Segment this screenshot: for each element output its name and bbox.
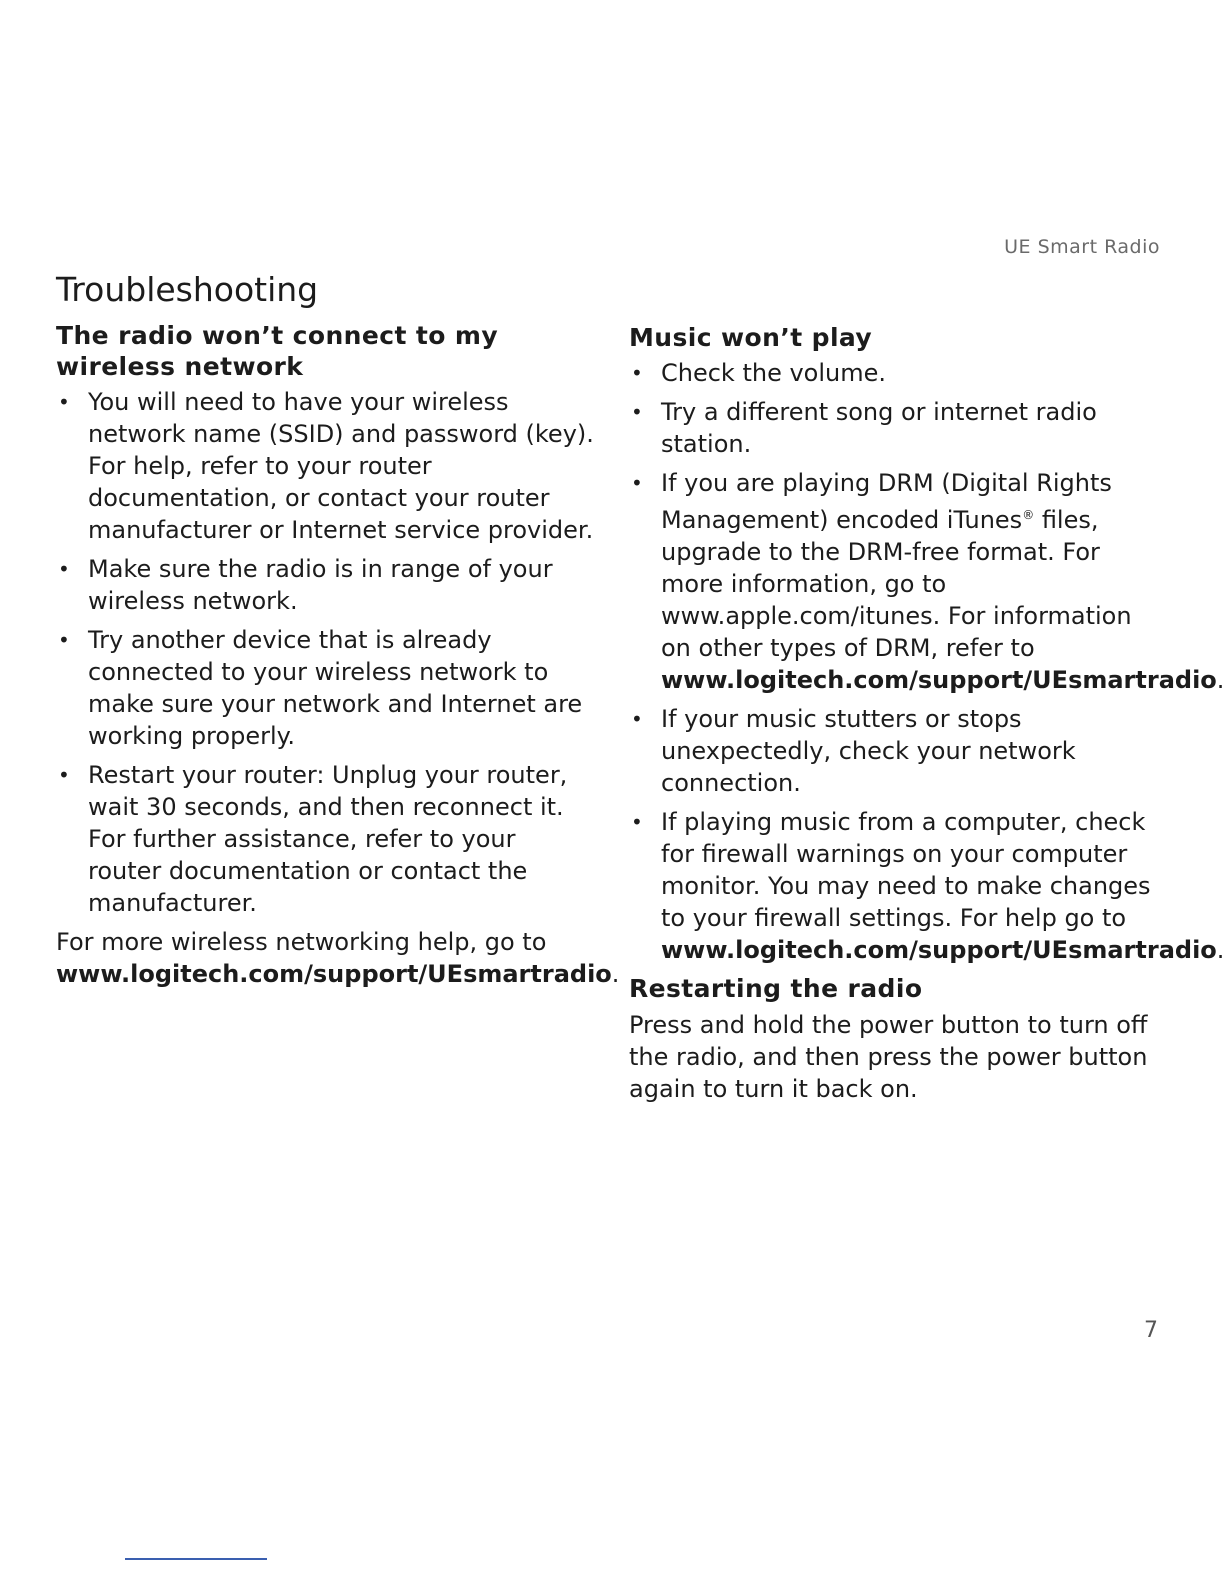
bullet-icon: • — [58, 763, 70, 788]
page-title: Troubleshooting — [56, 270, 319, 309]
bullet-icon: • — [631, 400, 643, 425]
list-item-text: Try a different song or internet radio station. — [661, 398, 1097, 459]
drm-support-link[interactable]: www.logitech.com/support/UEsmartradio — [661, 666, 1217, 695]
list-item-text — [661, 808, 1224, 964]
restart-paragraph: Press and hold the power button to turn off the radio, and then press the power button again to turn it back on. — [629, 1010, 1148, 1103]
period: . — [1216, 666, 1224, 695]
firewall-text: If playing music from a computer, check for firewall warnings on your computer monitor. You may need to make changes to your firewall settings. For help go to — [661, 808, 1151, 933]
wireless-bullet-list — [56, 386, 596, 919]
list-item — [629, 396, 1164, 460]
bullet-icon: • — [58, 557, 70, 582]
restart-heading: Restarting the radio — [629, 974, 923, 1004]
list-item-text: Restart your router: Unplug your router, wait 30 seconds, and then reconnect it. For further assistance, refer to your router documentation or contact the manufacturer. — [88, 761, 568, 918]
bullet-icon: • — [58, 628, 70, 653]
list-item-text: You will need to have your wireless network name (SSID) and password (key). For help, refer to your router documentation, or contact your router manufacturer or Internet service provider. — [88, 388, 594, 545]
support-link[interactable]: www.logitech.com/support/UEsmartradio — [56, 960, 612, 989]
bullet-icon: • — [631, 810, 643, 835]
page-number: 7 — [1144, 1318, 1158, 1343]
registered-mark: ® — [1022, 508, 1035, 523]
list-item-text — [661, 469, 1224, 694]
footer-divider — [125, 1558, 267, 1560]
list-item — [629, 703, 1164, 799]
list-item-text: Try another device that is already connected to your wireless network to make sure your network and Internet are working properly. — [88, 626, 583, 751]
firewall-support-link[interactable]: www.logitech.com/support/UEsmartradio — [661, 936, 1217, 965]
music-bullet-list — [629, 357, 1224, 966]
product-name: UE Smart Radio — [1004, 236, 1160, 258]
list-item — [56, 759, 596, 919]
more-help-text: For more wireless networking help, go to — [56, 928, 547, 957]
period: . — [611, 960, 620, 989]
list-item — [56, 553, 596, 617]
bullet-icon: • — [631, 361, 643, 386]
period: . — [1216, 936, 1224, 965]
list-item — [629, 806, 1224, 966]
list-item-text: Make sure the radio is in range of your wireless network. — [88, 555, 553, 616]
list-item — [56, 386, 596, 546]
bullet-icon: • — [631, 471, 643, 496]
list-item-text: If your music stutters or stops unexpectedly, check your network connection. — [661, 705, 1076, 798]
left-column — [56, 270, 620, 990]
drm-text: If you are playing DRM (Digital Rights Management) encoded iTunes — [661, 469, 1112, 535]
right-column — [629, 322, 1224, 1105]
list-item — [56, 624, 596, 752]
drm-text-cont: files, upgrade to the DRM-free format. For more information, go to www.apple.com/itunes. For information on other types of DRM, refer to — [661, 506, 1132, 663]
more-help-paragraph — [56, 926, 620, 990]
list-item — [629, 467, 1224, 696]
list-item-text: Check the volume. — [661, 359, 887, 388]
bullet-icon: • — [58, 390, 70, 415]
wireless-heading: The radio won’t connect to my wireless network — [56, 320, 499, 381]
bullet-icon: • — [631, 707, 643, 732]
list-item — [629, 357, 1164, 389]
music-heading: Music won’t play — [629, 323, 873, 352]
